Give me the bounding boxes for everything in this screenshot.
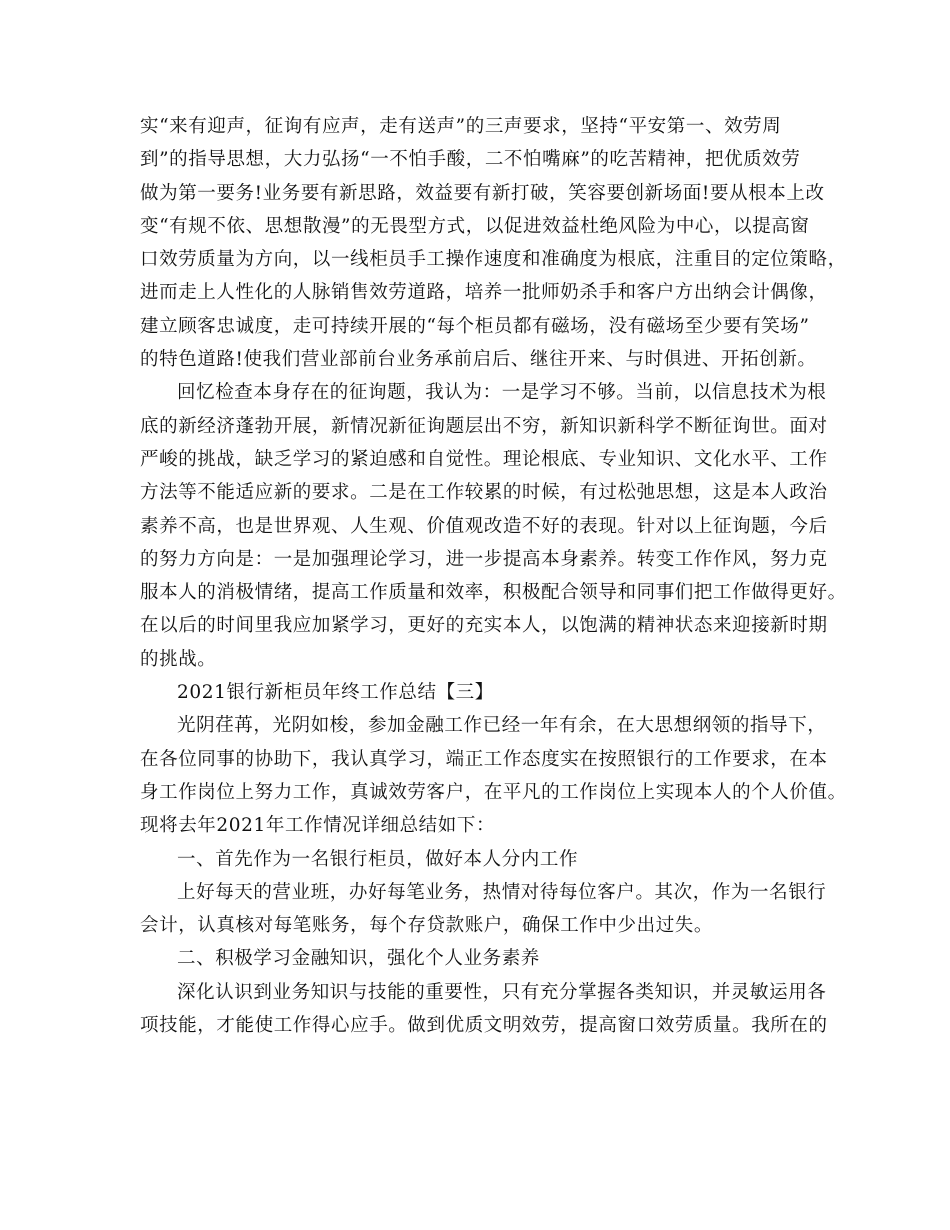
- text-line: 底的新经济蓬勃开展，新情况新征询题层出不穷，新知识新科学不断征询世。面对: [140, 415, 828, 437]
- text-line: 深化认识到业务知识与技能的重要性，只有充分掌握各类知识，并灵敏运用各: [177, 981, 827, 1003]
- text-line: 一、首先作为一名银行柜员，做好本人分内工作: [177, 848, 579, 870]
- text-line: 口效劳质量为方向，以一线柜员手工操作速度和准确度为根底，注重目的定位策略，: [140, 249, 847, 271]
- text-line: 的特色道路!使我们营业部前台业务承前启后、继往开来、与时俱进、开拓创新。: [140, 349, 817, 371]
- text-line: 2021银行新柜员年终工作总结【三】: [177, 682, 494, 704]
- text-line: 做为第一要务!业务要有新思路，效益要有新打破，笑容要创新场面!要从根本上改: [140, 182, 825, 204]
- text-line: 现将去年2021年工作情况详细总结如下：: [140, 815, 496, 837]
- text-line: 在以后的时间里我应加紧学习，更好的充实本人，以饱满的精神状态来迎接新时期: [140, 615, 828, 637]
- text-line: 建立顾客忠诚度，走可持续开展的“每个柜员都有磁场，没有磁场至少要有笑场”: [140, 315, 810, 337]
- text-line: 上好每天的营业班，办好每笔业务，热情对待每位客户。其次，作为一名银行: [177, 881, 827, 903]
- text-line: 的挑战。: [140, 648, 217, 670]
- document-body: [140, 110, 847, 1042]
- text-line: 变“有规不依、思想散漫”的无畏型方式，以促进效益杜绝风险为中心，以提高窗: [140, 215, 810, 237]
- text-line: 进而走上人性化的人脉销售效劳道路，培养一批师奶杀手和客户方出纳会计偶像，: [140, 282, 828, 304]
- text-line: 方法等不能适应新的要求。二是在工作较累的时候，有过松弛思想，这是本人政治: [140, 482, 828, 504]
- text-line: 会计，认真核对每笔账务，每个存贷款账户，确保工作中少出过失。: [140, 915, 714, 937]
- text-line: 回忆检查本身存在的征询题，我认为：一是学习不够。当前，以信息技术为根: [177, 382, 827, 404]
- text-line: 光阴荏苒，光阴如梭，参加金融工作已经一年有余，在大思想纲领的指导下，: [177, 715, 827, 737]
- text-line: 二、积极学习金融知识，强化个人业务素养: [177, 948, 540, 970]
- text-line: 项技能，才能使工作得心应手。做到优质文明效劳，提高窗口效劳质量。我所在的: [140, 1015, 828, 1037]
- text-line: 严峻的挑战，缺乏学习的紧迫感和自觉性。理论根底、专业知识、文化水平、工作: [140, 448, 828, 470]
- text-line: 到”的指导思想，大力弘扬“一不怕手酸，二不怕嘴麻”的吃苦精神，把优质效劳: [140, 149, 801, 171]
- text-line: 在各位同事的协助下，我认真学习，端正工作态度实在按照银行的工作要求，在本: [140, 748, 828, 770]
- text-line: 实“来有迎声，征询有应声，走有送声”的三声要求，坚持“平安第一、效劳周: [140, 116, 782, 137]
- text-line: 素养不高，也是世界观、人生观、价值观改造不好的表现。针对以上征询题，今后: [140, 515, 828, 537]
- text-line: 服本人的消极情绪，提高工作质量和效率，积极配合领导和同事们把工作做得更好。: [140, 582, 847, 604]
- text-line: 身工作岗位上努力工作，真诚效劳客户，在平凡的工作岗位上实现本人的个人价值。: [140, 781, 847, 803]
- text-line: 的努力方向是：一是加强理论学习，进一步提高本身素养。转变工作作风，努力克: [140, 548, 828, 570]
